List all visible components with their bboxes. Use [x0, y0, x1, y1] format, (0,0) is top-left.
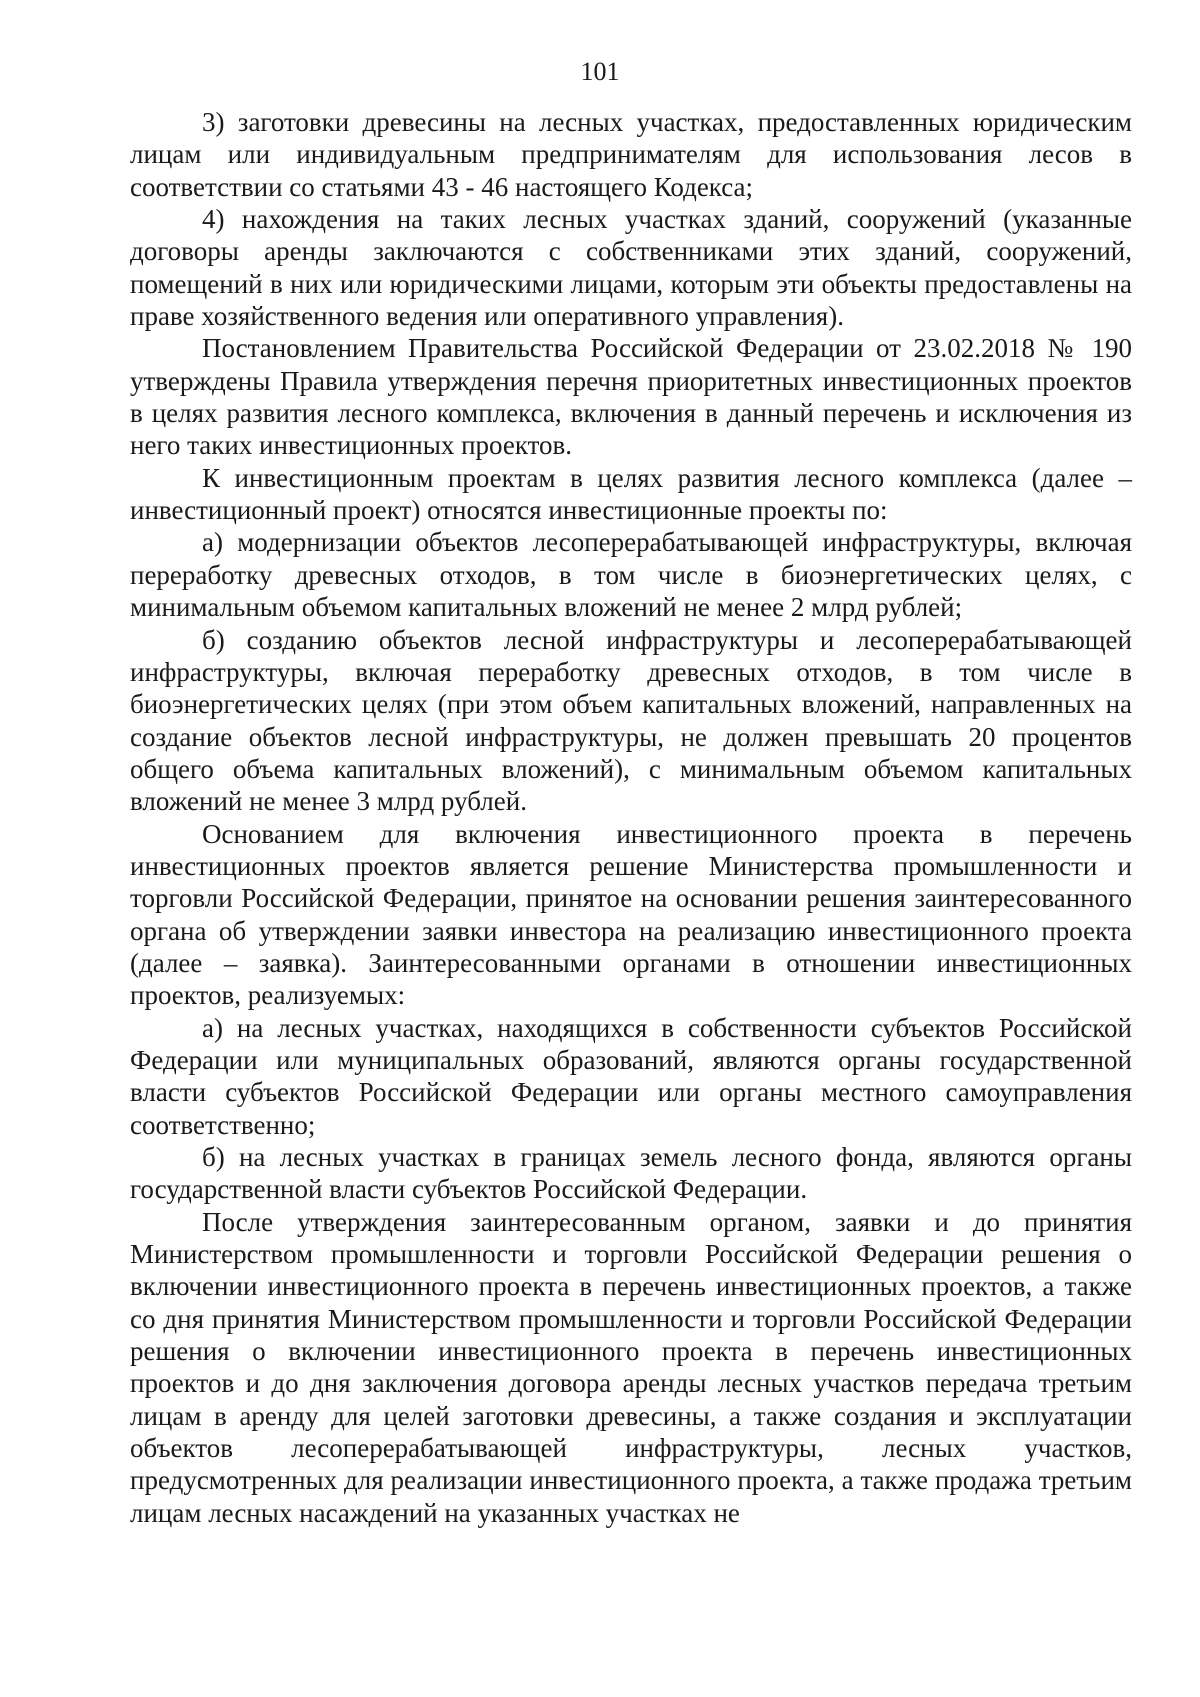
paragraph-item-3: 3) заготовки древесины на лесных участках, предоставленных юридическим лицам или индивидуальным предпринимателям для использования лесов в соответствии со статьями 43 - 46 настоящего Кодекса;: [130, 107, 1132, 202]
body-text: [130, 106, 1132, 1529]
paragraph-resolution-190: Постановлением Правительства Российской Федерации от 23.02.2018 № 190 утверждены Правила утверждения перечня приоритетных инвестиционных проектов в целях развития лесного комплекса, включения в данный перечень и исключения из него таких инвестиционных проектов.: [130, 333, 1132, 461]
paragraph-after-approval: После утверждения заинтересованным органом, заявки и до принятия Министерством промышленности и торговли Российской Федерации решения о включении инвестиционного проекта в перечень инвестиционных проектов, а также со дня принятия Министерством промышленности и торговли Российской Федерации решения о включении инвестиционного проекта в перечень инвестиционных проектов и до дня заключения договора аренды лесных участков передача третьим лицам в аренду для целей заготовки древесины, а также создания и эксплуатации объектов лесоперерабатывающей инфраструктуры, лесных участков, предусмотренных для реализации инвестиционного проекта, а также продажа третьим лицам лесных насаждений на указанных участках не: [130, 1206, 1132, 1528]
paragraph-item-4: 4) нахождения на таких лесных участках зданий, сооружений (указанные договоры аренды заключаются с собственниками этих зданий, сооружений, помещений в них или юридическими лицами, которым эти объекты предоставлены на праве хозяйственного ведения или оперативного управления).: [130, 204, 1132, 332]
paragraph-item-a-modernization: а) модернизации объектов лесоперерабатывающей инфраструктуры, включая переработку древесных отходов, в том числе в биоэнергетических целях, с минимальным объемом капитальных вложений не менее 2 млрд рублей;: [130, 527, 1132, 623]
paragraph-item-b-creation: б) созданию объектов лесной инфраструктуры и лесоперерабатывающей инфраструктуры, включая переработку древесных отходов, в том числе в биоэнергетических целях (при этом объем капитальных вложений, направленных на создание объектов лесной инфраструктуры, не должен превышать 20 процентов общего объема капитальных вложений), с минимальным объемом капитальных вложений не менее 3 млрд рублей.: [130, 624, 1132, 817]
paragraph-inclusion-basis: Основанием для включения инвестиционного проекта в перечень инвестиционных проектов является решение Министерства промышленности и торговли Российской Федерации, принятое на основании решения заинтересованного органа об утверждении заявки инвестора на реализацию инвестиционного проекта (далее – заявка). Заинтересованными органами в отношении инвестиционных проектов, реализуемых:: [130, 818, 1132, 1011]
page-number: 101: [580, 57, 620, 86]
paragraph-item-a-ownership: а) на лесных участках, находящихся в собственности субъектов Российской Федерации или муниципальных образований, являются органы государственной власти субъектов Российской Федерации или органы местного самоуправления соответственно;: [130, 1012, 1132, 1140]
paragraph-item-b-forest-fund: б) на лесных участках в границах земель лесного фонда, являются органы государственной власти субъектов Российской Федерации.: [130, 1142, 1132, 1205]
paragraph-investment-projects-intro: К инвестиционным проектам в целях развития лесного комплекса (далее – инвестиционный проект) относятся инвестиционные проекты по:: [130, 462, 1132, 526]
